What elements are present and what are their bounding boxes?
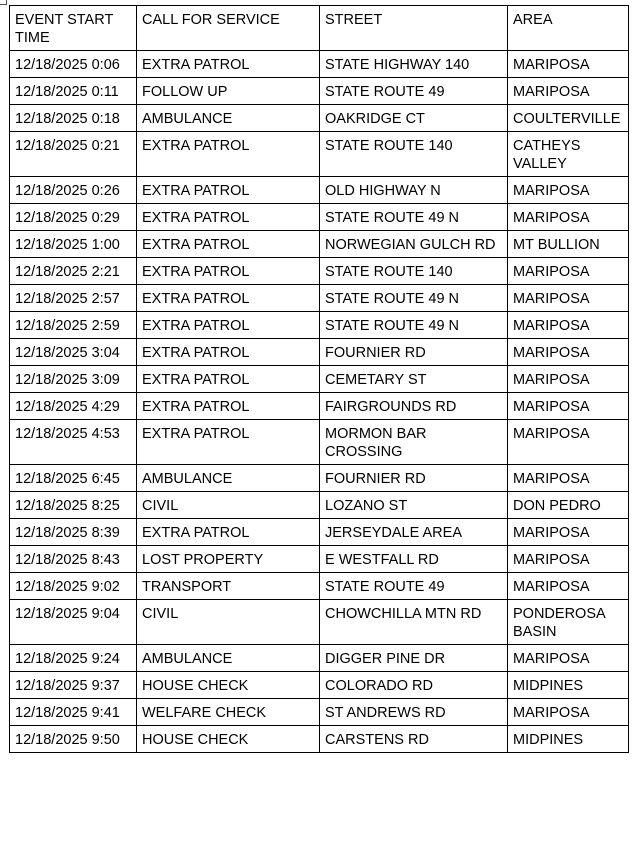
cell-area: MIDPINES — [508, 672, 629, 699]
cell-area: MARIPOSA — [508, 204, 629, 231]
table-row — [10, 285, 629, 312]
header-street: STREET — [320, 6, 508, 51]
cell-call-for-service: AMBULANCE — [137, 645, 320, 672]
table-body — [10, 51, 629, 753]
cell-street: STATE ROUTE 49 N — [320, 312, 508, 339]
cell-area: MARIPOSA — [508, 699, 629, 726]
cell-event-start-time: 12/18/2025 0:11 — [10, 78, 137, 105]
cell-call-for-service: FOLLOW UP — [137, 78, 320, 105]
cell-area: MARIPOSA — [508, 339, 629, 366]
cell-street: CEMETARY ST — [320, 366, 508, 393]
cell-call-for-service: EXTRA PATROL — [137, 339, 320, 366]
cell-street: MORMON BAR CROSSING — [320, 420, 508, 465]
table-row — [10, 204, 629, 231]
table-row — [10, 573, 629, 600]
header-row — [10, 6, 629, 51]
cell-event-start-time: 12/18/2025 0:26 — [10, 177, 137, 204]
cell-street: LOZANO ST — [320, 492, 508, 519]
table-row — [10, 726, 629, 753]
cell-street: JERSEYDALE AREA — [320, 519, 508, 546]
cell-street: CARSTENS RD — [320, 726, 508, 753]
header-area: AREA — [508, 6, 629, 51]
cell-event-start-time: 12/18/2025 2:59 — [10, 312, 137, 339]
cell-call-for-service: CIVIL — [137, 600, 320, 645]
header-event-start-time: EVENT START TIME — [10, 6, 137, 51]
cell-street: OAKRIDGE CT — [320, 105, 508, 132]
cell-street: STATE ROUTE 49 N — [320, 204, 508, 231]
cell-area: MARIPOSA — [508, 546, 629, 573]
cell-area: MARIPOSA — [508, 258, 629, 285]
cell-call-for-service: EXTRA PATROL — [137, 177, 320, 204]
cell-call-for-service: EXTRA PATROL — [137, 312, 320, 339]
cell-call-for-service: EXTRA PATROL — [137, 258, 320, 285]
cell-call-for-service: AMBULANCE — [137, 105, 320, 132]
cell-area: MIDPINES — [508, 726, 629, 753]
cell-area: MARIPOSA — [508, 366, 629, 393]
table-row — [10, 600, 629, 645]
cell-event-start-time: 12/18/2025 2:57 — [10, 285, 137, 312]
cell-event-start-time: 12/18/2025 9:02 — [10, 573, 137, 600]
cell-call-for-service: WELFARE CHECK — [137, 699, 320, 726]
table-row — [10, 645, 629, 672]
table-header — [10, 6, 629, 51]
table-row — [10, 492, 629, 519]
cell-area: MARIPOSA — [508, 51, 629, 78]
cell-event-start-time: 12/18/2025 0:29 — [10, 204, 137, 231]
cell-area: PONDEROSA BASIN — [508, 600, 629, 645]
cell-event-start-time: 12/18/2025 0:06 — [10, 51, 137, 78]
cell-event-start-time: 12/18/2025 6:45 — [10, 465, 137, 492]
cell-street: STATE ROUTE 140 — [320, 258, 508, 285]
cell-event-start-time: 12/18/2025 1:00 — [10, 231, 137, 258]
cell-area: MARIPOSA — [508, 312, 629, 339]
cell-call-for-service: CIVIL — [137, 492, 320, 519]
header-call-for-service: CALL FOR SERVICE — [137, 6, 320, 51]
cell-event-start-time: 12/18/2025 9:41 — [10, 699, 137, 726]
cell-street: NORWEGIAN GULCH RD — [320, 231, 508, 258]
page-corner-mark — [0, 0, 7, 5]
cell-street: STATE ROUTE 140 — [320, 132, 508, 177]
cell-call-for-service: EXTRA PATROL — [137, 285, 320, 312]
table-row — [10, 105, 629, 132]
cell-event-start-time: 12/18/2025 8:39 — [10, 519, 137, 546]
table-row — [10, 393, 629, 420]
cell-area: MARIPOSA — [508, 393, 629, 420]
table-row — [10, 312, 629, 339]
table-row — [10, 672, 629, 699]
cell-call-for-service: EXTRA PATROL — [137, 519, 320, 546]
call-log-table — [9, 5, 629, 753]
cell-call-for-service: EXTRA PATROL — [137, 204, 320, 231]
cell-area: MARIPOSA — [508, 519, 629, 546]
cell-call-for-service: HOUSE CHECK — [137, 726, 320, 753]
cell-event-start-time: 12/18/2025 0:18 — [10, 105, 137, 132]
cell-area: DON PEDRO — [508, 492, 629, 519]
cell-street: ST ANDREWS RD — [320, 699, 508, 726]
cell-call-for-service: EXTRA PATROL — [137, 420, 320, 465]
cell-event-start-time: 12/18/2025 9:04 — [10, 600, 137, 645]
cell-street: STATE ROUTE 49 — [320, 573, 508, 600]
cell-call-for-service: LOST PROPERTY — [137, 546, 320, 573]
cell-street: FAIRGROUNDS RD — [320, 393, 508, 420]
cell-call-for-service: EXTRA PATROL — [137, 366, 320, 393]
cell-call-for-service: AMBULANCE — [137, 465, 320, 492]
cell-call-for-service: EXTRA PATROL — [137, 132, 320, 177]
cell-street: FOURNIER RD — [320, 339, 508, 366]
cell-event-start-time: 12/18/2025 4:29 — [10, 393, 137, 420]
cell-event-start-time: 12/18/2025 8:43 — [10, 546, 137, 573]
cell-event-start-time: 12/18/2025 9:50 — [10, 726, 137, 753]
cell-area: MT BULLION — [508, 231, 629, 258]
table-row — [10, 231, 629, 258]
cell-call-for-service: TRANSPORT — [137, 573, 320, 600]
cell-street: STATE ROUTE 49 N — [320, 285, 508, 312]
cell-area: MARIPOSA — [508, 285, 629, 312]
cell-call-for-service: EXTRA PATROL — [137, 231, 320, 258]
table-row — [10, 519, 629, 546]
cell-area: MARIPOSA — [508, 420, 629, 465]
cell-call-for-service: EXTRA PATROL — [137, 393, 320, 420]
table-row — [10, 78, 629, 105]
cell-event-start-time: 12/18/2025 3:04 — [10, 339, 137, 366]
table-row — [10, 465, 629, 492]
cell-street: CHOWCHILLA MTN RD — [320, 600, 508, 645]
cell-area: MARIPOSA — [508, 78, 629, 105]
cell-street: OLD HIGHWAY N — [320, 177, 508, 204]
table-row — [10, 420, 629, 465]
cell-area: MARIPOSA — [508, 465, 629, 492]
cell-event-start-time: 12/18/2025 2:21 — [10, 258, 137, 285]
table-row — [10, 177, 629, 204]
cell-street: E WESTFALL RD — [320, 546, 508, 573]
cell-area: MARIPOSA — [508, 573, 629, 600]
cell-street: DIGGER PINE DR — [320, 645, 508, 672]
table-row — [10, 339, 629, 366]
cell-event-start-time: 12/18/2025 4:53 — [10, 420, 137, 465]
table-row — [10, 699, 629, 726]
cell-street: STATE ROUTE 49 — [320, 78, 508, 105]
cell-event-start-time: 12/18/2025 0:21 — [10, 132, 137, 177]
table-row — [10, 132, 629, 177]
cell-event-start-time: 12/18/2025 8:25 — [10, 492, 137, 519]
cell-street: FOURNIER RD — [320, 465, 508, 492]
cell-area: MARIPOSA — [508, 177, 629, 204]
cell-area: MARIPOSA — [508, 645, 629, 672]
table-row — [10, 258, 629, 285]
cell-call-for-service: EXTRA PATROL — [137, 51, 320, 78]
table-row — [10, 366, 629, 393]
cell-street: COLORADO RD — [320, 672, 508, 699]
table-row — [10, 546, 629, 573]
cell-event-start-time: 12/18/2025 9:24 — [10, 645, 137, 672]
cell-area: COULTERVILLE — [508, 105, 629, 132]
cell-street: STATE HIGHWAY 140 — [320, 51, 508, 78]
cell-event-start-time: 12/18/2025 3:09 — [10, 366, 137, 393]
cell-area: CATHEYS VALLEY — [508, 132, 629, 177]
cell-call-for-service: HOUSE CHECK — [137, 672, 320, 699]
table-row — [10, 51, 629, 78]
cell-event-start-time: 12/18/2025 9:37 — [10, 672, 137, 699]
